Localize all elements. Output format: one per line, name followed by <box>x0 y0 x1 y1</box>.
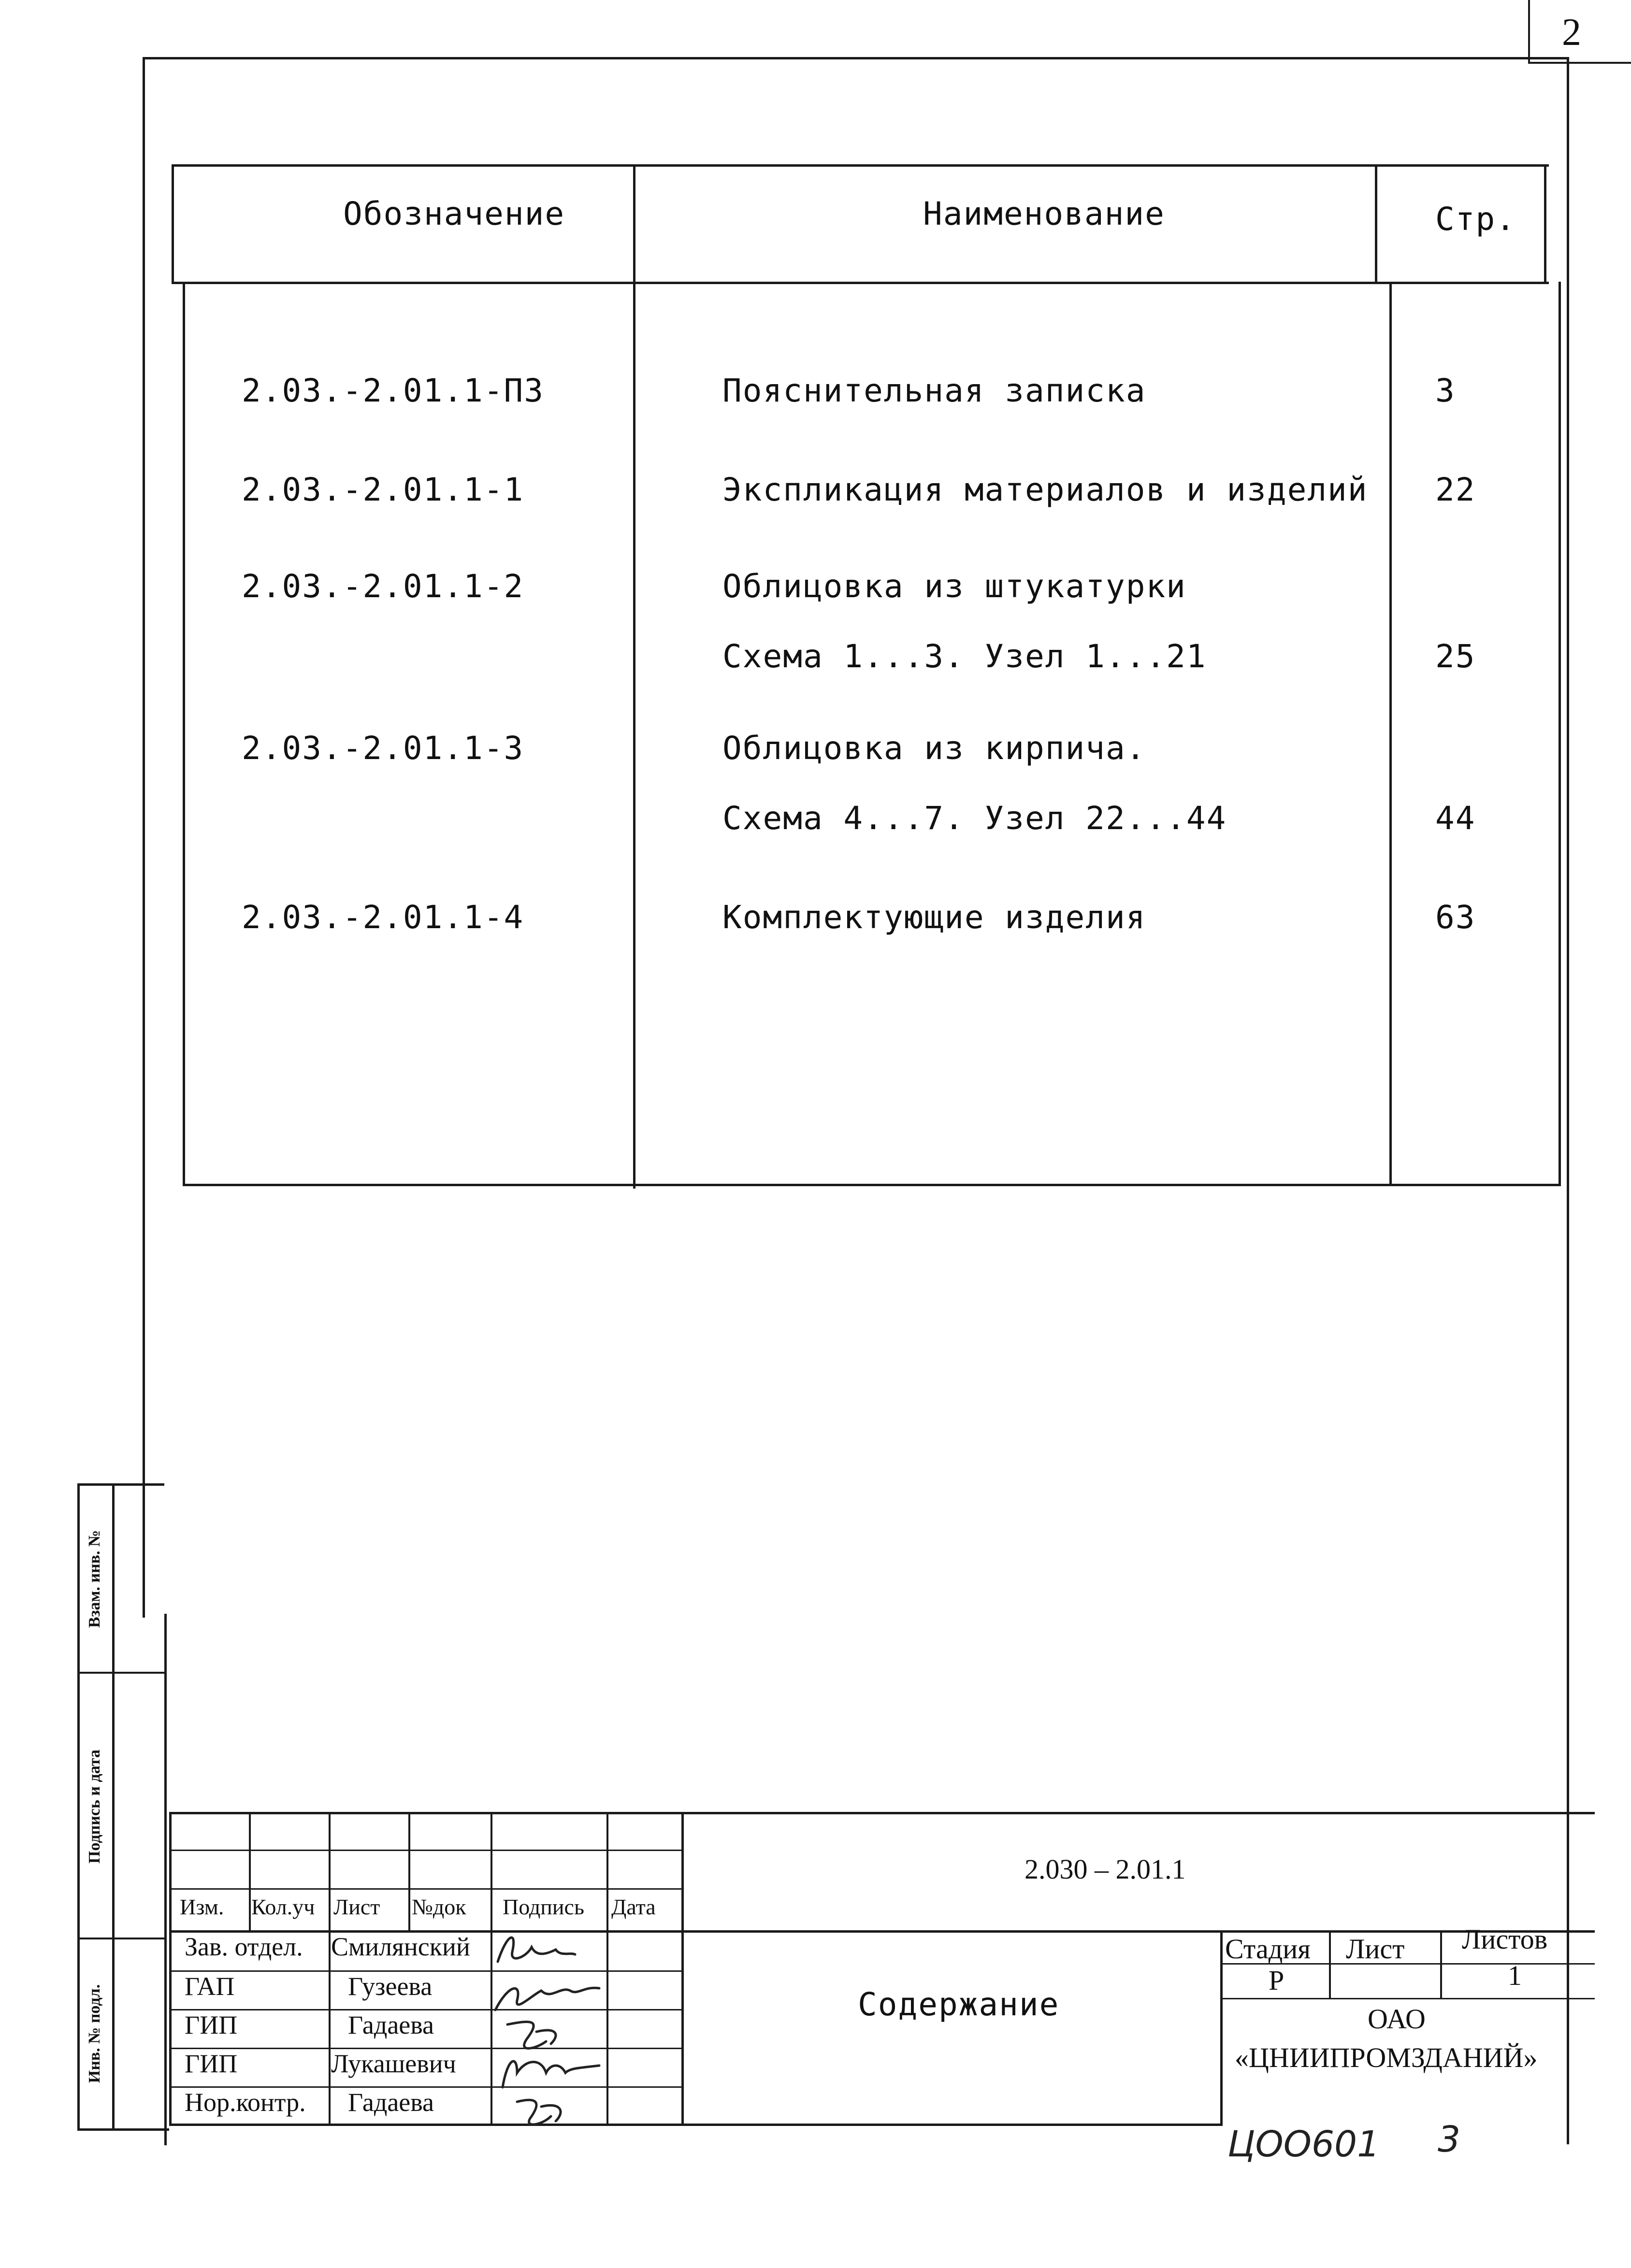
staff-role: ГИП <box>185 2049 238 2078</box>
table-col-sep-1 <box>633 164 635 1189</box>
staff-name: Гадаева <box>348 2010 434 2039</box>
side-top <box>77 1483 164 1486</box>
table-left-lower <box>183 282 185 1185</box>
org-line-1: ОАО <box>1368 2003 1426 2035</box>
footer-number: 3 <box>1438 2119 1461 2160</box>
row-designation: 2.03.-2.01.1-ПЗ <box>242 372 545 409</box>
side-h2 <box>77 1938 164 1939</box>
tb-right-left <box>1220 1930 1223 2126</box>
tb-col-header: Подпись <box>503 1895 584 1919</box>
tb-right-v2 <box>1440 1930 1442 1998</box>
tb-top <box>169 1812 1595 1814</box>
row-name: Схема 4...7. Узел 22...44 <box>722 800 1227 837</box>
stage-value: Р <box>1269 1965 1285 1996</box>
table-bottom <box>183 1184 1561 1186</box>
table-col-sep-2-lower <box>1389 282 1392 1185</box>
row-name: Облицовка из кирпича. <box>722 730 1146 767</box>
tb-v-2 <box>329 1812 331 2126</box>
tb-v-6 <box>681 1812 684 2126</box>
header-name: Наименование <box>923 195 1165 232</box>
tb-left <box>169 1812 172 2126</box>
row-page: 63 <box>1435 899 1476 936</box>
row-name: Комплектующие изделия <box>722 899 1146 936</box>
tb-col-header: Лист <box>333 1895 380 1919</box>
tb-h-1 <box>169 1850 681 1851</box>
corner-divider <box>1528 0 1530 62</box>
table-top <box>172 164 1549 167</box>
staff-name: Смилянский <box>331 1932 470 1961</box>
signature-1 <box>498 1938 575 1962</box>
corner-underline <box>1528 62 1631 64</box>
footer-code: ЦОО601 <box>1227 2124 1380 2165</box>
row-page: 3 <box>1435 372 1456 409</box>
frame-top <box>143 57 1568 59</box>
side-inv-podl: Инв. № подл. <box>86 1984 103 2083</box>
table-header-bottom <box>172 282 1549 284</box>
header-designation: Обозначение <box>343 195 565 232</box>
tb-col-header: №док <box>412 1895 466 1919</box>
staff-name: Лукашевич <box>331 2049 456 2078</box>
tb-right-v1 <box>1329 1930 1331 1998</box>
frame-right <box>1567 57 1569 2144</box>
side-mid <box>112 1483 115 2131</box>
row-page: 22 <box>1435 471 1476 508</box>
staff-name: Гадаева <box>348 2088 434 2117</box>
signature-3 <box>507 2022 556 2048</box>
staff-role: Зав. отдел. <box>185 1932 303 1961</box>
doc-code: 2.030 – 2.01.1 <box>1025 1853 1186 1885</box>
row-name: Схема 1...3. Узел 1...21 <box>722 638 1207 675</box>
table-right-lower <box>1559 282 1561 1185</box>
staff-role: Нор.контр. <box>185 2088 306 2117</box>
row-designation: 2.03.-2.01.1-3 <box>242 730 524 767</box>
side-sign-date: Подпись и дата <box>86 1750 103 1864</box>
table-col-sep-2 <box>1375 164 1377 284</box>
tb-right-h2 <box>1220 1998 1595 1999</box>
signature-4 <box>503 2061 599 2087</box>
staff-name: Гузеева <box>348 1972 433 2001</box>
org-line-2: «ЦНИИПРОМЗДАНИЙ» <box>1235 2042 1538 2073</box>
table-left <box>172 164 174 284</box>
block-title: Содержание <box>858 1986 1060 2023</box>
tb-col-header: Изм. <box>180 1895 224 1919</box>
side-bottom <box>77 2128 169 2131</box>
tb-v-3 <box>408 1812 410 1930</box>
header-page: Стр. <box>1435 201 1516 238</box>
page-number: 2 <box>1562 11 1581 54</box>
staff-role: ГАП <box>185 1972 235 2001</box>
stage-label: Стадия <box>1225 1933 1311 1965</box>
table-right <box>1544 164 1546 284</box>
tb-col-header: Кол.уч <box>251 1895 315 1919</box>
staff-role: ГИП <box>185 2010 238 2039</box>
side-h1 <box>77 1672 164 1674</box>
signatures <box>488 1928 614 2131</box>
tb-h-2 <box>169 1888 681 1890</box>
row-page: 44 <box>1435 800 1476 837</box>
frame-left <box>143 57 145 1618</box>
side-inv-orig: Взам. инв. № <box>86 1530 103 1628</box>
row-designation: 2.03.-2.01.1-1 <box>242 471 524 508</box>
sheet-label: Лист <box>1346 1933 1405 1965</box>
frame-left-lower <box>164 1614 167 2145</box>
row-name: Пояснительная записка <box>722 372 1146 409</box>
tb-col-header: Дата <box>611 1895 656 1919</box>
tb-bottom <box>169 2124 1223 2126</box>
sheets-label: Листов <box>1462 1923 1548 1955</box>
tb-v-1 <box>249 1812 251 1930</box>
signature-2 <box>495 1988 599 2010</box>
sheets-value: 1 <box>1508 1960 1522 1991</box>
signature-5 <box>517 2100 561 2124</box>
side-left <box>77 1483 80 2131</box>
row-designation: 2.03.-2.01.1-2 <box>242 568 524 605</box>
row-name: Экспликация материалов и изделий <box>722 471 1368 508</box>
row-name: Облицовка из штукатурки <box>722 568 1186 605</box>
row-page: 25 <box>1435 638 1476 675</box>
row-designation: 2.03.-2.01.1-4 <box>242 899 524 936</box>
